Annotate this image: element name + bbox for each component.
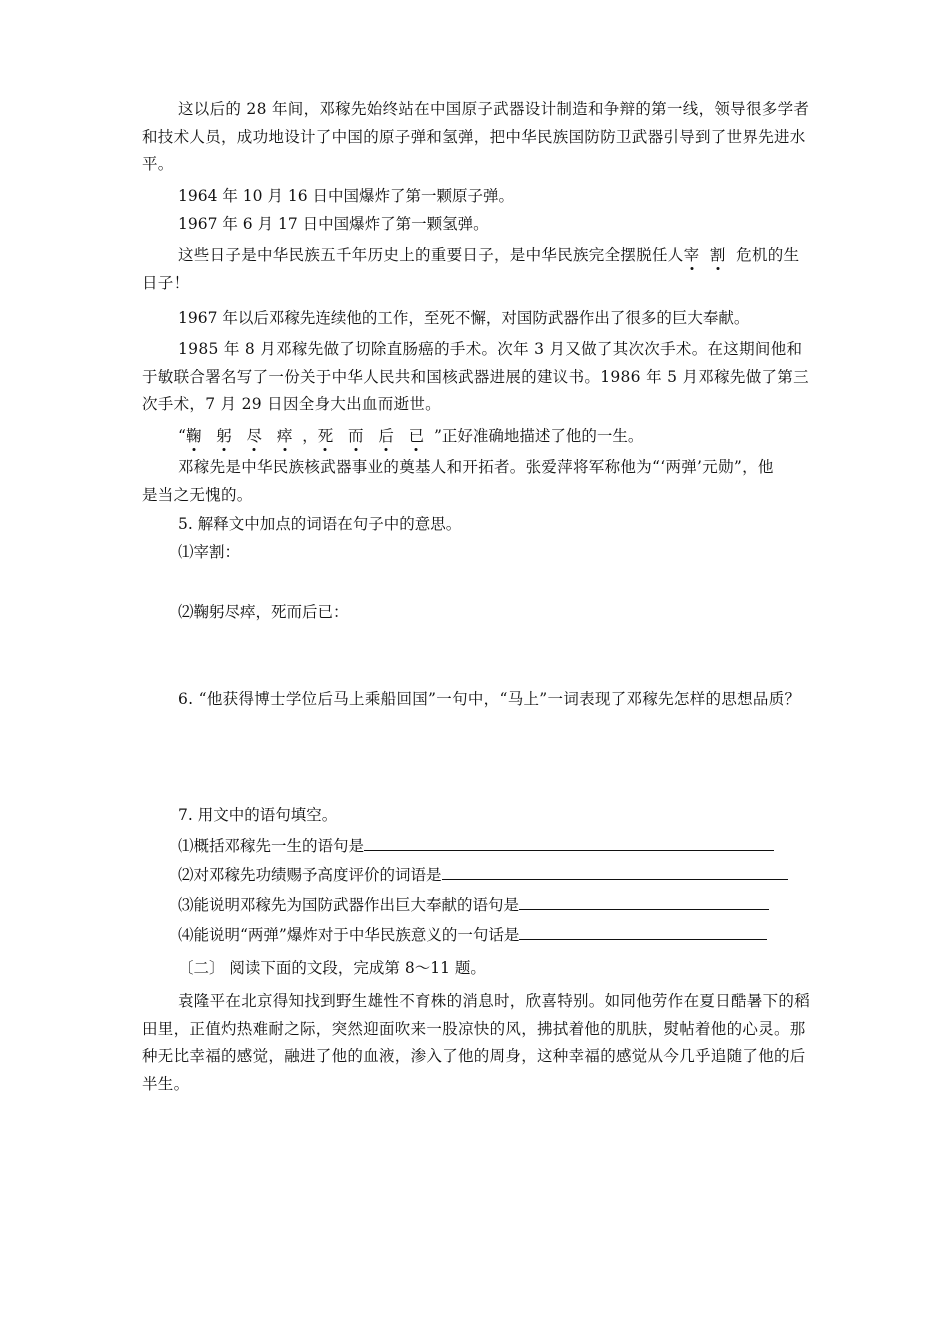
dotted-char-zai: 宰	[683, 246, 700, 264]
dotted-char-si: 死	[317, 427, 334, 445]
dotted-char-er: 而	[348, 427, 364, 445]
dotted-char-cui: 瘁	[276, 427, 293, 445]
dotted-char-hou: 后	[378, 427, 394, 445]
paragraph-yuan-longping: 袁隆平在北京得知找到野生雄性不育株的消息时，欣喜特别。如同他劳作在夏日酷暑下的稻田里，正值灼热难耐之际，突然迎面吹来一股凉快的风，拂拭着他的肌肤，熨帖着他的心灵。那种无比幸福的感觉，融进了他的血液，渗入了他的周身，这种幸福的感觉从今几乎追随了他的后半生。	[142, 992, 811, 1093]
paragraph-devotion-quote: “鞠 躬 尽 瘁 ，死 而 后 已 ”正好准确地描述了他的一生。	[178, 427, 644, 445]
dotted-char-yi: 已	[408, 427, 425, 445]
paragraph-important-days	[142, 242, 812, 297]
paragraph-atomic-bomb-date: 1964 年 10 月 16 日中国爆炸了第一颗原子弹。	[178, 187, 515, 205]
answer-blank-4[interactable]	[519, 921, 767, 940]
dotted-char-ju: 鞠	[185, 427, 202, 445]
paragraph-after-1967: 1967 年以后邓稼先连续他的工作，至死不懈，对国防武器作出了很多的巨大奉献。	[178, 309, 750, 327]
question-5-title: 5. 解释文中加点的词语在句子中的意思。	[178, 515, 462, 533]
dotted-char-jin: 尽	[246, 427, 263, 445]
answer-blank-1[interactable]	[364, 832, 774, 851]
question-5-item-2: ⑵鞠躬尽瘁，死而后已：	[178, 603, 349, 621]
section-2-heading: 〔二〕 阅读下面的文段，完成第 8～11 题。	[178, 959, 486, 977]
paragraph-surgery: 1985 年 8 月邓稼先做了切除直肠癌的手术。次年 3 月又做了其次次手术。在这期间他和于敏联合署名写了一份关于中华人民共和国核武器进展的建议书。1986 年 5 月邓稼先做了第三次手术，7 月 29 日因全身大出血而逝世。	[142, 340, 809, 413]
paragraph-career: 这以后的 28 年间，邓稼先始终站在中国原子武器设计制造和争辩的第一线，领导很多学者和技术人员，成功地设计了中国的原子弹和氢弹，把中华民族国防防卫武器引导到了世界先进水平。	[142, 100, 810, 173]
question-5-item-1: ⑴宰割：	[178, 543, 241, 561]
question-7-item-1: ⑴概括邓稼先一生的语句是	[178, 832, 774, 858]
answer-blank-3[interactable]	[519, 891, 769, 910]
question-7-title: 7. 用文中的语句填空。	[178, 806, 338, 824]
answer-blank-2[interactable]	[442, 861, 788, 880]
question-7-item-2: ⑵对邓稼先功绩赐予高度评价的词语是	[178, 861, 788, 887]
important-days-text-end: 危机的生日子！	[142, 246, 800, 292]
paragraph-hydrogen-bomb-date: 1967 年 6 月 17 日中国爆炸了第一颗氢弹。	[178, 215, 489, 233]
paragraph-founder: 邓稼先是中华民族核武器事业的奠基人和开拓者。张爱萍将军称他为“‘两弹’元勋”，他是当之无愧的。	[142, 458, 774, 504]
dotted-char-gong: 躬	[216, 427, 232, 445]
question-7-item-3: ⑶能说明邓稼先为国防武器作出巨大奉献的语句是	[178, 891, 769, 917]
question-6-title: 6. “他获得博士学位后马上乘船回国”一句中，“马上”一词表现了邓稼先怎样的思想品质？	[178, 690, 801, 708]
important-days-text-start: 这些日子是中华民族五千年历史上的重要日子，是中华民族完全摆脱任人	[178, 246, 684, 264]
question-7-item-4: ⑷能说明“两弹”爆炸对于中华民族意义的一句话是	[178, 921, 767, 947]
dotted-char-ge: 割	[709, 246, 726, 264]
